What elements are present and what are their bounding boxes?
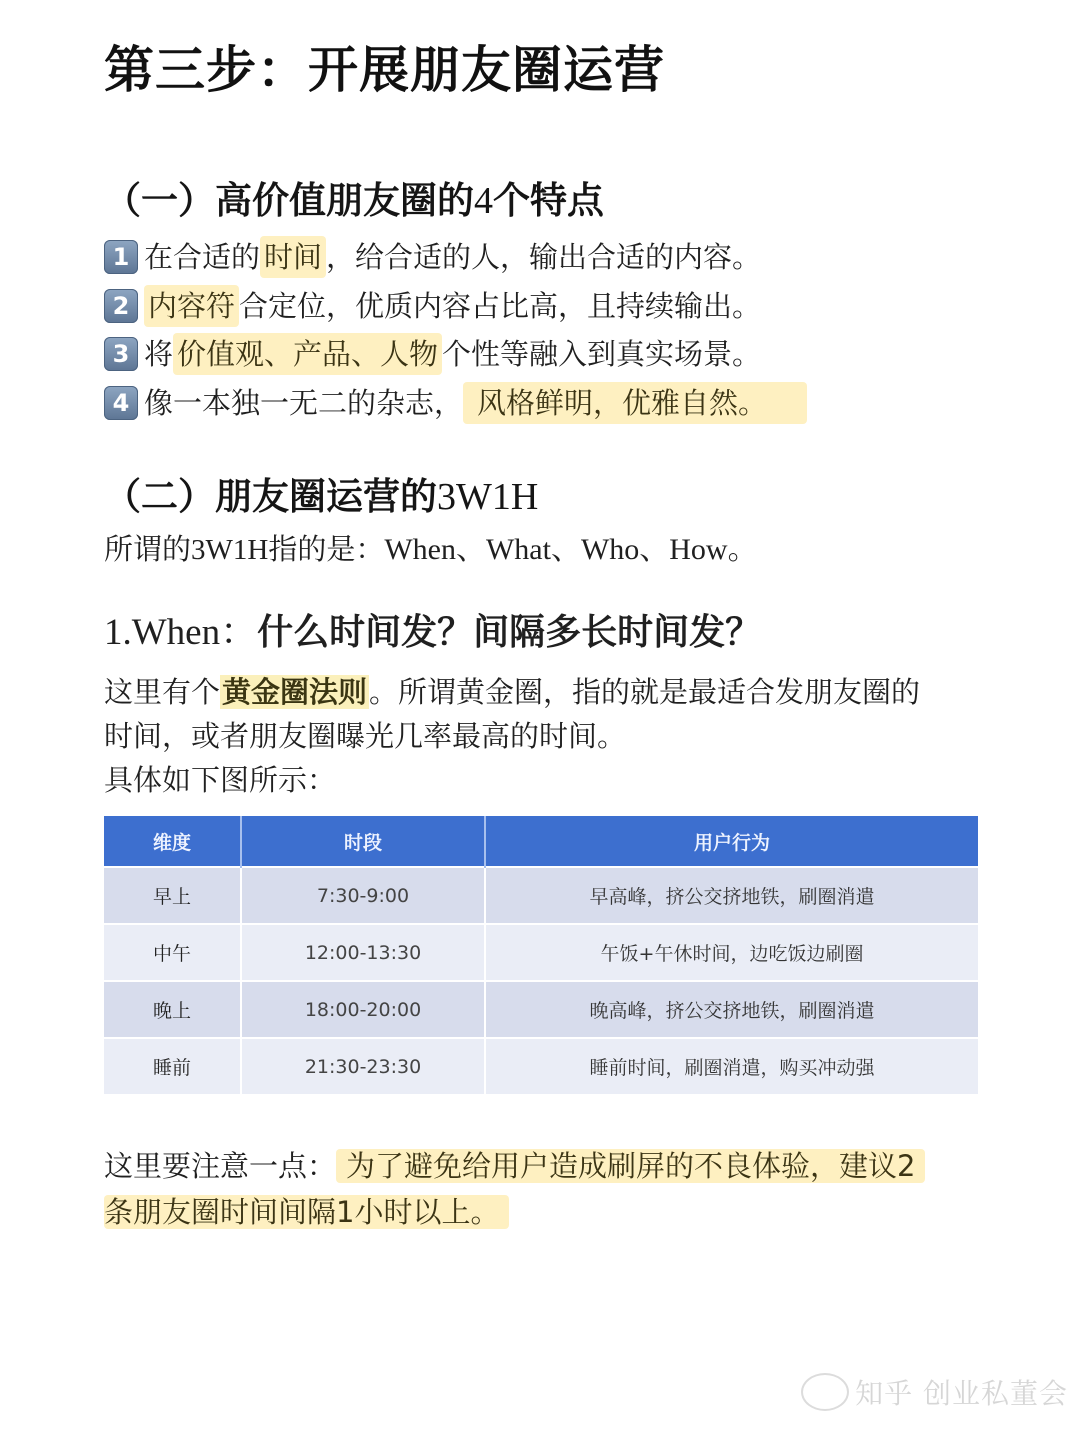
para-text: 。所谓黄金圈，指的就是最适合发朋友圈的 <box>369 675 921 709</box>
feature-text: 将 <box>144 337 174 371</box>
cell-behavior: 早高峰，挤公交挤地铁，刷圈消遣 <box>485 867 978 924</box>
cell-dimension: 中午 <box>104 924 241 981</box>
watermark <box>801 1372 1068 1412</box>
when-label: 1.When： <box>104 612 258 653</box>
cell-time: 18:00-20:00 <box>241 981 485 1038</box>
heading-en: 3W1H <box>437 476 539 518</box>
feature-item-3 <box>104 333 761 375</box>
table-row <box>104 981 978 1038</box>
highlight-golden-circle: 黄金圈法则 <box>222 675 368 709</box>
highlight: 内容符 <box>144 285 239 327</box>
number-3-icon: 3 <box>104 337 138 371</box>
when-question: 什么时间发？间隔多长时间发？ <box>257 612 762 653</box>
when-heading <box>104 610 984 655</box>
heading-text: （一）高价值朋友圈的 <box>104 179 474 222</box>
cell-dimension: 早上 <box>104 867 241 924</box>
intro-en: When、What、Who、How。 <box>384 533 758 566</box>
col-header-behavior: 用户行为 <box>485 816 978 867</box>
cell-behavior: 午饭+午休时间，边吃饭边刷圈 <box>485 924 978 981</box>
table-row <box>104 867 978 924</box>
highlight: 风格鲜明，优雅自然。 <box>463 382 807 424</box>
cell-time: 7:30-9:00 <box>241 867 485 924</box>
section-heading-3w1h <box>104 466 538 520</box>
note-prefix: 这里要注意一点： <box>104 1149 337 1183</box>
note-line-2 <box>104 1190 984 1234</box>
col-header-time: 时段 <box>241 816 485 867</box>
feature-text: 个性等融入到真实场景。 <box>442 337 762 371</box>
feature-text: 合定位，优质内容占比高，且持续输出。 <box>239 289 762 323</box>
cell-behavior: 睡前时间，刷圈消遣，购买冲动强 <box>485 1038 978 1094</box>
golden-time-table <box>104 816 978 1094</box>
cell-dimension: 睡前 <box>104 1038 241 1094</box>
heading-number: 4 <box>474 180 493 222</box>
feature-item-2 <box>104 285 761 327</box>
col-header-dimension: 维度 <box>104 816 241 867</box>
feature-item-4 <box>104 382 807 424</box>
when-paragraph-1 <box>104 670 984 714</box>
heading-text-suffix: 个特点 <box>493 179 604 222</box>
feature-text: ，给合适的人，输出合适的内容。 <box>326 240 762 274</box>
section-heading-features <box>104 170 604 224</box>
note-highlight: 条朋友圈时间间隔1小时以上。 <box>104 1195 509 1229</box>
chat-bubble-icon <box>801 1373 849 1411</box>
when-paragraph-3: 具体如下图所示： <box>104 763 337 797</box>
intro-text: 所谓的 <box>104 532 192 566</box>
heading-text: （二）朋友圈运营的 <box>104 475 437 518</box>
page-title: 第三步：开展朋友圈运营 <box>104 41 665 99</box>
when-paragraph-2: 时间，或者朋友圈曝光几率最高的时间。 <box>104 719 627 753</box>
highlight: 时间 <box>260 236 326 278</box>
number-2-icon: 2 <box>104 289 138 323</box>
para-text: 这里有个 <box>104 675 221 709</box>
watermark-text: 知乎 创业私董会 <box>855 1377 1068 1410</box>
cell-dimension: 晚上 <box>104 981 241 1038</box>
intro-3w1h <box>104 527 984 572</box>
cell-time: 12:00-13:30 <box>241 924 485 981</box>
feature-text: 像一本独一无二的杂志， <box>144 386 464 420</box>
note-line-1 <box>104 1144 984 1188</box>
intro-text: 指的是： <box>268 532 385 566</box>
intro-en: 3W1H <box>191 534 269 566</box>
feature-text: 在合适的 <box>144 240 261 274</box>
highlight: 价值观、产品、人物 <box>173 333 442 375</box>
feature-item-1 <box>104 236 761 278</box>
cell-time: 21:30-23:30 <box>241 1038 485 1094</box>
number-1-icon: 1 <box>104 240 138 274</box>
note-highlight: 为了避免给用户造成刷屏的不良体验，建议2 <box>336 1149 925 1183</box>
number-4-icon: 4 <box>104 386 138 420</box>
table-row <box>104 1038 978 1094</box>
table-header-row <box>104 816 978 867</box>
table-row <box>104 924 978 981</box>
cell-behavior: 晚高峰，挤公交挤地铁，刷圈消遣 <box>485 981 978 1038</box>
